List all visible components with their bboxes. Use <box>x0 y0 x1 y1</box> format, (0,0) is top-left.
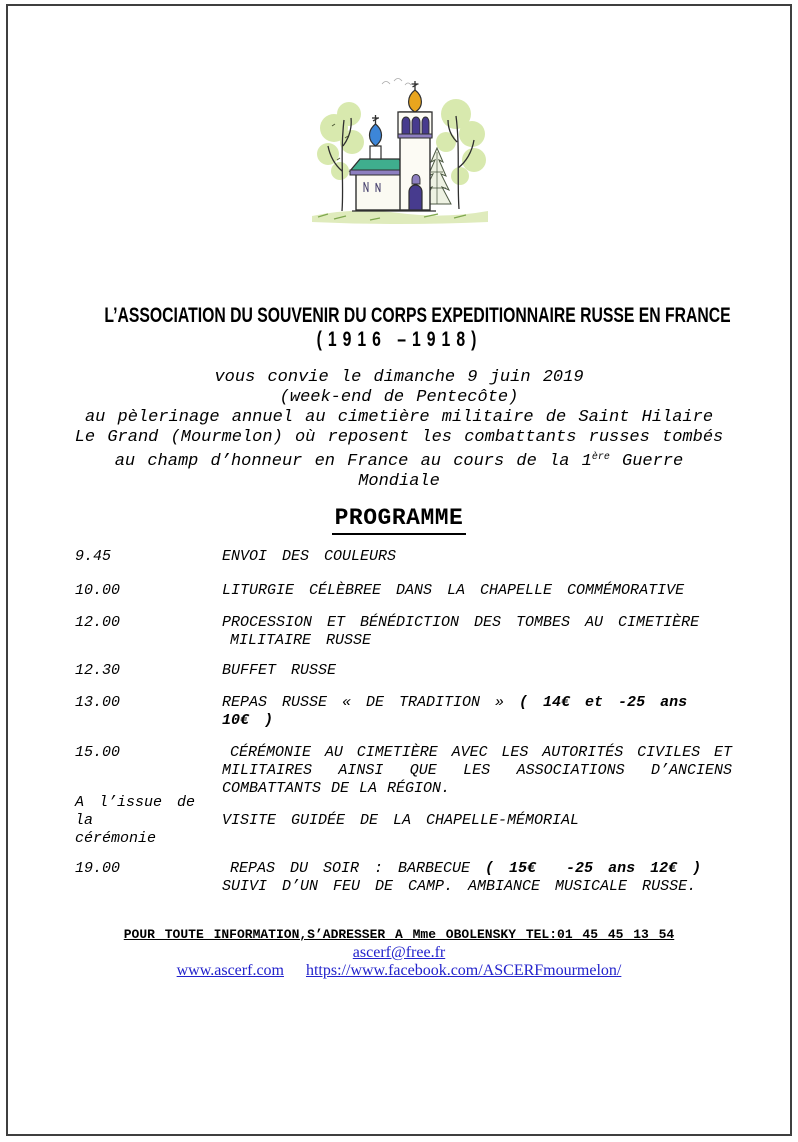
footer-contact <box>0 926 798 980</box>
schedule-row <box>75 548 735 566</box>
schedule-row <box>75 794 735 848</box>
schedule-row <box>75 694 735 730</box>
intro-line: vous convie le dimanche 9 juin 2019 <box>214 368 584 387</box>
facebook-link[interactable]: https://www.facebook.com/ASCERFmourmelon/ <box>305 962 622 979</box>
intro-line: au pèlerinage annuel au cimetière militaire de Saint Hilaire <box>84 408 714 427</box>
schedule-desc: PROCESSION ET BÉNÉDICTION DES TOMBES AU CIMETIÈRE MILITAIRE RUSSE <box>222 614 700 649</box>
blue-onion-dome <box>369 124 381 146</box>
superscript-ere: ère <box>591 452 610 463</box>
intro-line: (week-end de Pentecôte) <box>279 388 519 407</box>
schedule-row <box>75 860 735 896</box>
gold-onion-dome <box>409 90 422 112</box>
email-link[interactable]: ascerf@free.fr <box>352 944 446 961</box>
programme-schedule <box>75 548 735 896</box>
contact-info-line: POUR TOUTE INFORMATION,S’ADRESSER A Mme OBOLENSKY TEL:01 45 45 13 54 <box>123 927 675 942</box>
schedule-desc: CÉRÉMONIE AU CIMETIÈRE AVEC LES AUTORITÉS CIVILES ET MILITAIRES AINSI QUE LES ASSOCIATIONS D’ANCIENS COMBATTANTS DE LA RÉGION. <box>222 744 732 797</box>
schedule-desc: ENVOI DES COULEURS <box>222 548 397 565</box>
schedule-row <box>75 614 735 650</box>
programme-heading: PROGRAMME <box>0 505 798 535</box>
chapel-illustration <box>304 76 494 226</box>
schedule-row <box>75 582 735 600</box>
schedule-time: 19.00 <box>75 860 121 877</box>
website-link[interactable]: www.ascerf.com <box>176 962 284 979</box>
chapel-door <box>409 185 422 210</box>
schedule-time: 12.30 <box>75 662 121 679</box>
schedule-time: 12.00 <box>75 614 121 631</box>
belfry-arches <box>402 117 429 134</box>
chapel-roof <box>350 159 408 171</box>
schedule-time: 10.00 <box>75 582 121 599</box>
schedule-desc: BUFFET RUSSE <box>222 662 337 679</box>
title-line1: L’ASSOCIATION DU SOUVENIR DU CORPS EXPEDITIONNAIRE RUSSE EN FRANCE <box>104 304 731 327</box>
price-text: ( 15€ -25 ans 12€ ) <box>485 860 702 877</box>
title-line2-years: (1916 –1918) <box>316 328 482 351</box>
schedule-time: 15.00 <box>75 744 121 761</box>
schedule-row <box>75 662 735 680</box>
schedule-desc: VISITE GUIDÉE DE LA CHAPELLE-MÉMORIAL <box>222 812 580 829</box>
schedule-time: 13.00 <box>75 694 121 711</box>
schedule-desc: REPAS RUSSE « DE TRADITION » ( 14€ et -25 ans 10€ ) <box>222 694 718 729</box>
schedule-desc: LITURGIE CÉLÈBREE DANS LA CHAPELLE COMMÉMORATIVE <box>222 582 685 599</box>
intro-line: Le Grand (Mourmelon) où reposent les combattants russes tombés <box>74 428 724 447</box>
schedule-time: A l’issue de la cérémonie <box>75 794 196 847</box>
schedule-row <box>75 744 735 798</box>
schedule-time: 9.45 <box>75 548 112 565</box>
intro-line: au champ d’honneur en France au cours de la 1ère Guerre <box>114 452 684 471</box>
invitation-text <box>0 368 798 492</box>
price-text: ( 14€ et -25 ans 10€ ) <box>222 694 718 729</box>
intro-line: Mondiale <box>358 472 440 491</box>
russian-chapel-icon <box>304 76 494 226</box>
association-title <box>0 304 798 352</box>
schedule-desc: REPAS DU SOIR : BARBECUE ( 15€ -25 ans 12€ ) SUIVI D’UN FEU DE CAMP. AMBIANCE MUSICALE RUSSE. <box>222 860 702 895</box>
